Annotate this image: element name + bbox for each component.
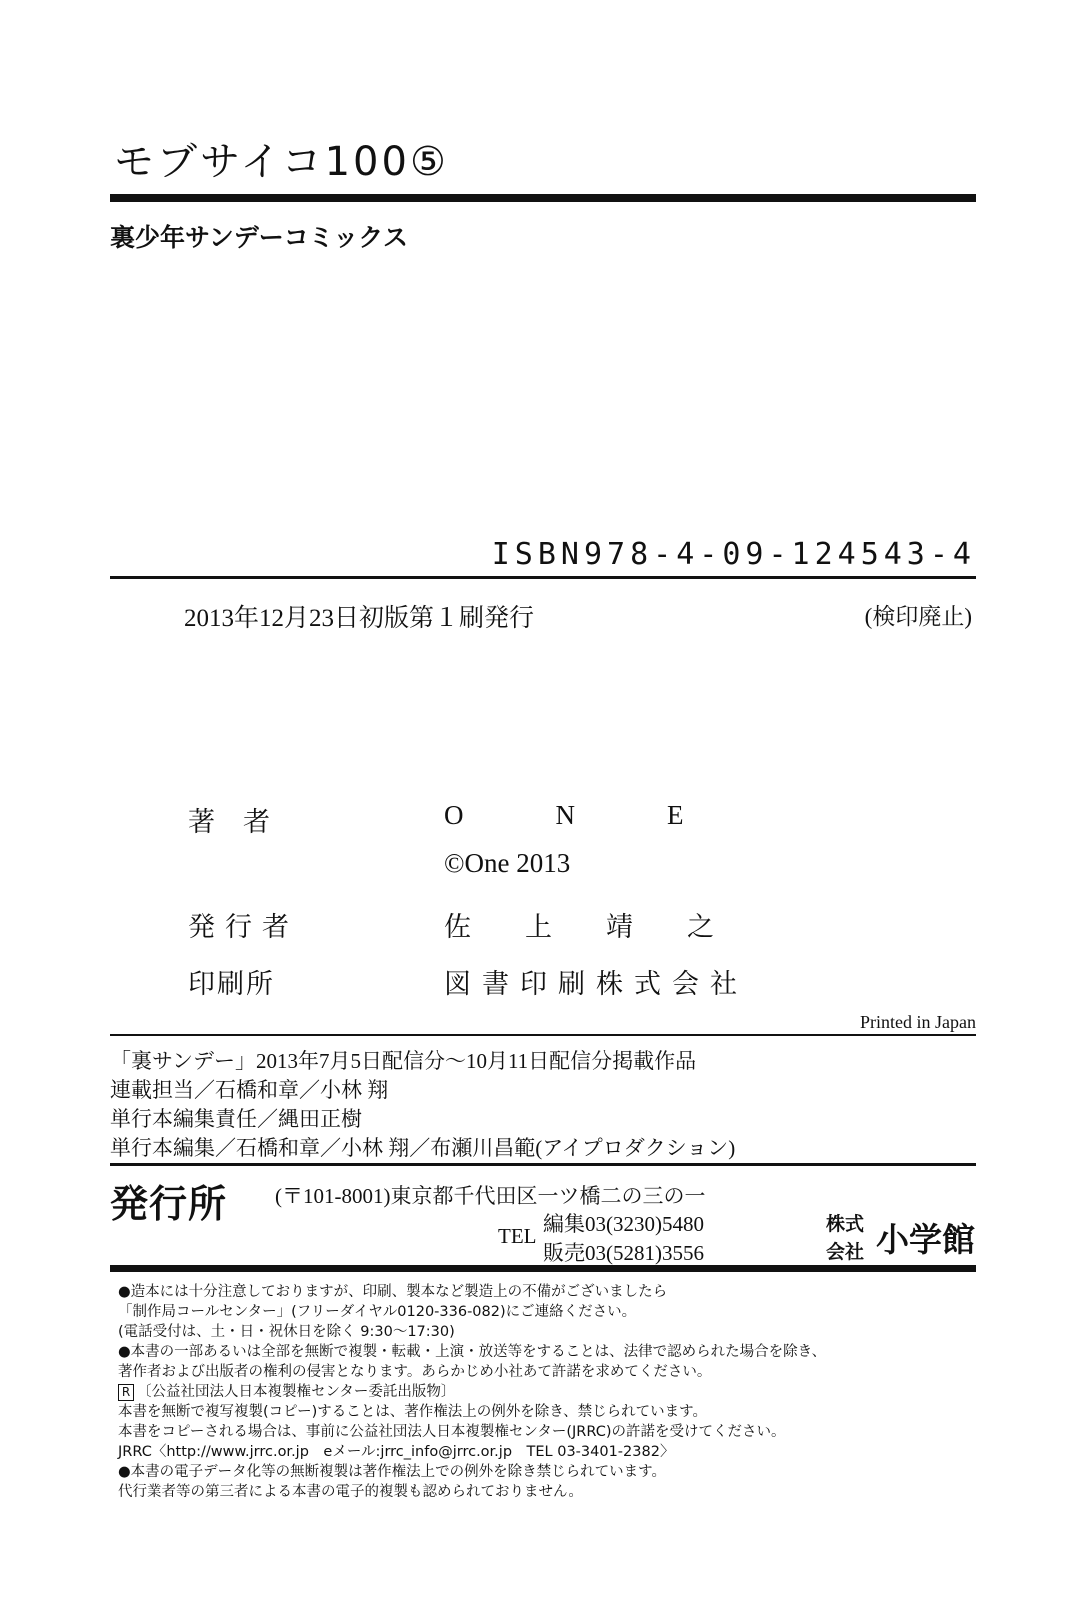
publisher-name: 佐上靖之 xyxy=(444,912,768,942)
credit-line: 連載担当／石橋和章／小林 翔 xyxy=(110,1078,389,1102)
printed-in: Printed in Japan xyxy=(860,1012,976,1032)
legal-note: (電話受付は、土・日・祝休日を除く 9:30〜17:30) xyxy=(118,1324,455,1340)
legal-note-jrrc xyxy=(118,1380,455,1401)
credit-line: 単行本編集責任／縄田正樹 xyxy=(110,1107,362,1131)
credit-line: 「裏サンデー」2013年7月5日配信分〜10月11日配信分掲載作品 xyxy=(110,1049,697,1073)
legal-note: 本書を無断で複写複製(コピー)することは、著作権法上の例外を除き、禁じられています。 xyxy=(118,1404,707,1420)
publisher-company-name: 小学館 xyxy=(876,1220,975,1259)
isbn-rule xyxy=(110,576,976,579)
legal-note: 代行業者等の第三者による本書の電子的複製も認められておりません。 xyxy=(118,1484,583,1500)
publisher-label: 発行者 xyxy=(188,912,299,942)
edition-date: 2013年12月23日初版第１刷発行 xyxy=(184,605,535,632)
printer-name: 図書印刷株式会社 xyxy=(444,969,748,999)
legal-note: ●造本には十分注意しておりますが、印刷、製本など製造上の不備がございましたら xyxy=(118,1284,668,1300)
legal-note: ●本書の電子データ化等の無断複製は著作権法上での例外を除き禁じられています。 xyxy=(118,1464,666,1480)
publisher-rule xyxy=(110,1265,976,1272)
credit-line: 単行本編集／石橋和章／小林 翔／布瀬川昌範(アイプロダクション) xyxy=(110,1136,736,1160)
isbn: ISBN978-4-09-124543-4 xyxy=(491,537,976,572)
legal-note: 著作者および出版者の権利の侵害となります。あらかじめ小社あて許諾を求めてください。 xyxy=(118,1364,712,1380)
legal-note: 「制作局コールセンター」(フリーダイヤル0120-336-082)にご連絡ください。 xyxy=(118,1304,637,1320)
credits-rule xyxy=(110,1163,976,1166)
tel-label: TEL xyxy=(498,1224,537,1248)
publisher-address: (〒101-8001)東京都千代田区一ツ橋二の三の一 xyxy=(275,1184,706,1208)
title-rule xyxy=(110,194,976,202)
legal-note: ●本書の一部あるいは全部を無断で複製・転載・上演・放送等をすることは、法律で認められた場合を除き、 xyxy=(118,1344,827,1360)
sales-phone: 販売03(5281)3556 xyxy=(543,1241,704,1265)
editorial-phone: 編集03(3230)5480 xyxy=(543,1212,704,1236)
author-label: 著者 xyxy=(188,807,298,837)
publisher-office-label: 発行所 xyxy=(110,1182,228,1226)
series-name: 裏少年サンデーコミックス xyxy=(110,223,409,252)
registered-mark-icon: R xyxy=(118,1384,134,1401)
copyright-notice: ©One 2013 xyxy=(444,848,571,878)
staff-rule xyxy=(110,1034,976,1036)
legal-note: 本書をコピーされる場合は、事前に公益社団法人日本複製権センター(JRRC)の許諾を受けてください。 xyxy=(118,1424,786,1440)
seal-notice: (検印廃止) xyxy=(864,604,972,629)
book-title: モブサイコ100⑤ xyxy=(114,139,449,185)
legal-note: JRRC〈http://www.jrrc.or.jp eメール:jrrc_info@jrrc.or.jp TEL 03-3401-2382〉 xyxy=(118,1444,675,1460)
legal-note-text: 〔公益社団法人日本複製権センター委託出版物〕 xyxy=(137,1384,456,1400)
company-prefix-bottom: 会社 xyxy=(826,1241,865,1263)
author-name: ONE xyxy=(444,800,776,830)
printer-label: 印刷所 xyxy=(188,969,275,999)
company-prefix-top: 株式 xyxy=(826,1213,865,1235)
